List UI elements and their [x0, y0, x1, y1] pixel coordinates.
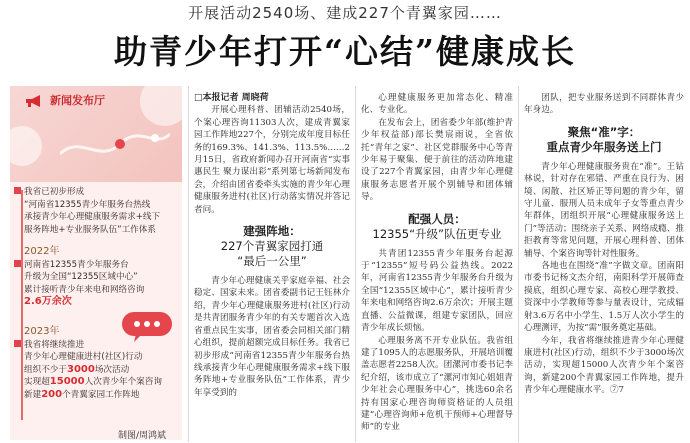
- timeline-year: 2023年: [24, 326, 60, 337]
- article-column-3: [524, 92, 684, 397]
- byline: □本报记者 周晓荷: [194, 93, 269, 103]
- timeline-item-3: 2023年 我省将继续推进 青少年心理健康进村(社区)行动 组织不少于3000场次活动 实现超15000人次青少年个案咨询 新建200个青翼家园工作阵地: [14, 326, 182, 402]
- article-paragraph: 各地也在围绕“准”字做文章。团南阳市委书记杨文杰介绍，南阳科学开展筛查摸底，组织心理专家、高校心理学教授、资深中小学教师等参与量表设计，完成辐射3.6万名中小学生、1.5万人次小学生的心理测评，为按“需”服务奠定基础。: [524, 261, 684, 334]
- article-paragraph: 在发布会上，团省委少年部(维护青少年权益部)部长樊宸雨说，全省依托“青年之家”、社区党群服务中心等青少年易于聚集、便于前往的活动阵地建设了227个青翼家园，由青少年心理健康服务志愿者开展个别辅导和团体辅导。: [361, 117, 513, 203]
- article-paragraph: 心理服务离不开专业队伍。我省组建了1095人的志愿服务队，开展培训覆盖志愿者2258人次。团漯河市委书记李纪介绍，该市成立了“漯河市知心姐姐青少年社会心理服务中心”，挑选60余名持有国家心理咨询师资格证的人员组建“心理咨询师+危机干预师+心理督导师”的专业: [361, 335, 513, 433]
- bullet-icon: [14, 187, 21, 194]
- infographic-panel: [10, 86, 182, 440]
- infographic-header: [10, 86, 182, 182]
- timeline-year: 2022年: [24, 246, 60, 257]
- highlight-number: 2.6万余次: [24, 296, 72, 308]
- article-paragraph: 青少年心理健康服务贵在“准”。王钻林说，针对存在邪错、严重在良行为、困境、闲散、社区矫正等问题的青少年，留守儿童、服刑人员未成年子女等重点青少年群体，团组织开展“心理健康服务送上门”等活动；围绕亲子关系、网络成瘾、推拒教育等常见问题，开展心理科普、团体辅导、个案咨询等针对性服务。: [524, 161, 684, 259]
- graphic-credit: 制图/周鸿斌: [118, 431, 167, 441]
- section-title: 新闻发布厅: [50, 94, 105, 107]
- bullet-icon: [14, 340, 21, 347]
- column-divider: [518, 86, 519, 442]
- megaphone-icon: [24, 94, 44, 108]
- highlight-number: 3000: [66, 363, 95, 375]
- column-divider: [188, 86, 189, 442]
- page-title: 助青少年打开“心结”健康成长: [114, 32, 576, 71]
- decor-circle: [140, 86, 182, 126]
- bullet-icon: [14, 260, 21, 267]
- article-paragraph: 青少年心理健康关乎家庭幸福、社会稳定、国家未来。团省委副书记王钰林介绍，青少年心理健康服务进村(社区)行动是共青团服务青少年的有关专题首次入选省重点民生实事，团省委会同相关部门精心组织，提前超额完成目标任务。我省已初步形成“河南省12355青少年服务台热线承接青少年心理健康服务需求+线下服务阵地+专业服务队伍”工作体系，青少年享受到的: [194, 276, 350, 398]
- wave-decoration: [60, 124, 170, 164]
- subheading: 配强人员： 12355“升级”队伍更专业: [372, 211, 502, 241]
- decor-circle: [10, 126, 42, 166]
- article-paragraph: 今年，我省将继续推进青少年心理健康进村(社区)行动，组织不少于3000场次活动，实现超15000人次青少年个案咨询，新建200个青翼家园工作阵地，提升青少年心理健康水平。⑦7: [524, 335, 684, 396]
- article-column-1: [194, 92, 350, 399]
- timeline-item-2: 2022年 河南省12355青少年服务台 升级为全国“12355区域中心” 累计接听青少年来电和网络咨询 2.6万余次: [14, 246, 182, 309]
- article-paragraph: 心理健康服务更加常态化、精准化、专业化。: [361, 93, 513, 116]
- subheading: 聚焦“准”字： 重点青少年服务送上门: [546, 124, 662, 154]
- speech-bubble-icon: [122, 312, 172, 342]
- column-divider: [355, 86, 356, 442]
- article-paragraph: 团队，把专业服务送到不同群体青少年身边。: [524, 93, 684, 116]
- headline-kicker: 开展活动2540场、建成227个青翼家园……: [188, 4, 502, 22]
- highlight-number: 15000: [49, 376, 85, 388]
- timeline-item-1: 我省已初步形成 “河南省12355青少年服务台热线 承接青少年心理健康服务需求+线下 服务阵地+专业服务队伍”工作体系: [14, 186, 182, 236]
- article-paragraph: 共青团12355青少年服务台起源于“12355”短号码公益热线。2022年，河南省12355青少年服务台升级为全国“12355区域中心”，累计接听青少年来电和网络咨询2.6万余次；开展主题直播、公益微课，组建专家团队，回应青少年成长烦恼。: [361, 248, 513, 334]
- highlight-number: 200: [41, 388, 63, 400]
- article-paragraph: 开展心理科普、团辅活动2540场，个案心理咨询11303人次，建成青翼家园工作阵地227个，分别完成年度目标任务的169.3%、141.3%、113.5%……2月15日，省政府新闻办召开河南省“实事惠民生 聚力谋出彩”系列第七场新闻发布会，介绍由团省委牵头实施的青少年心理健康服务进村(社区)行动落实情况并答记者问。: [194, 105, 350, 215]
- article-column-2: [361, 92, 513, 434]
- subheading: 建强阵地： 227个青翼家园打通 “最后一公里”: [220, 224, 324, 269]
